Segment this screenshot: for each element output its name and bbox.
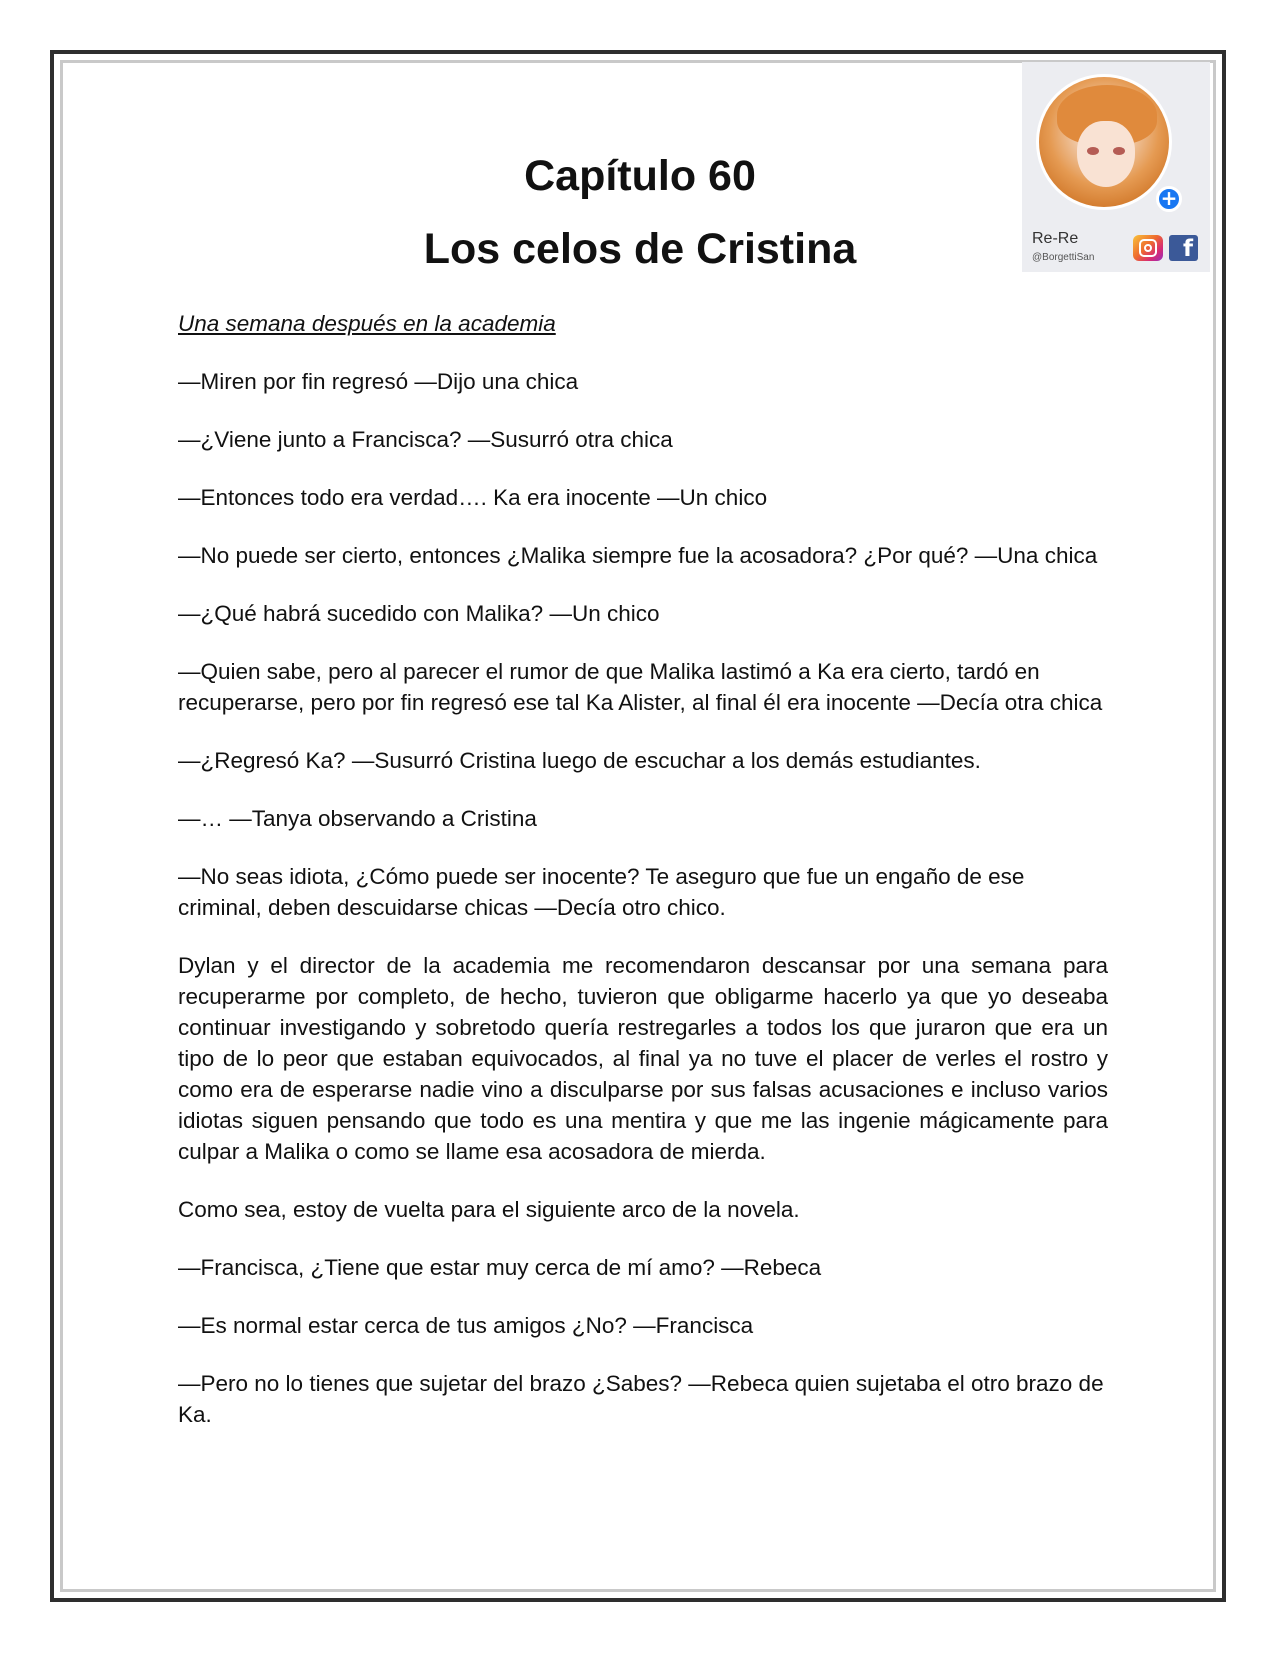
paragraph: —No puede ser cierto, entonces ¿Malika siempre fue la acosadora? ¿Por qué? —Una chica — [178, 543, 1098, 568]
facebook-icon: f — [1169, 235, 1198, 261]
avatar-face — [1077, 121, 1135, 187]
paragraph: —Miren por fin regresó —Dijo una chica — [178, 369, 579, 394]
avatar — [1036, 74, 1172, 210]
avatar-eye-left — [1087, 147, 1099, 155]
scene-heading: Una semana después en la academia — [178, 311, 556, 336]
author-handle: @BorgettiSan — [1032, 252, 1095, 263]
chapter-title: Capítulo 60 — [524, 152, 756, 200]
paragraph: —¿Viene junto a Francisca? —Susurró otra chica — [178, 427, 673, 452]
paragraph: —Francisca, ¿Tiene que estar muy cerca de mí amo? —Rebeca — [178, 1255, 822, 1280]
chapter-subtitle: Los celos de Cristina — [423, 225, 857, 273]
author-name: Re-Re — [1032, 230, 1079, 247]
paragraph: —Es normal estar cerca de tus amigos ¿No? —Francisca — [178, 1313, 754, 1338]
paragraph: —No seas idiota, ¿Cómo puede ser inocente? Te aseguro que fue un engaño de ese criminal, deben descuidarse chicas —Decía otro chico. — [178, 864, 1025, 920]
instagram-icon — [1133, 235, 1163, 261]
paragraph: Como sea, estoy de vuelta para el siguiente arco de la novela. — [178, 1197, 800, 1222]
chapter-body — [178, 308, 1108, 1457]
plus-icon: + — [1156, 186, 1182, 212]
instagram-icon-ring — [1139, 239, 1157, 257]
paragraph: —¿Qué habrá sucedido con Malika? —Un chico — [178, 601, 660, 626]
paragraph: —Entonces todo era verdad…. Ka era inocente —Un chico — [178, 485, 768, 510]
paragraph: Dylan y el director de la academia me recomendaron descansar por una semana para recuperarme por completo, de hecho, tuvieron que obligarme hacerlo ya que yo deseaba continuar investigando y sobretodo quería restregarles a todos los que juraron que era un tipo de lo peor que estaban equivocados, al final ya no tuve el placer de verles el rostro y como era de esperarse nadie vino a disculparse por sus falsas acusaciones e incluso varios idiotas siguen pensando que todo es una mentira y que me las ingenie mágicamente para culpar a Malika o como se llame esa acosadora de mierda. — [178, 953, 1108, 1164]
paragraph: —Quien sabe, pero al parecer el rumor de que Malika lastimó a Ka era cierto, tardó en recuperarse, pero por fin regresó ese tal Ka Alister, al final él era inocente —Decía otra chica — [178, 659, 1103, 715]
avatar-eye-right — [1113, 147, 1125, 155]
paragraph: —Pero no lo tienes que sujetar del brazo ¿Sabes? —Rebeca quien sujetaba el otro brazo de Ka. — [178, 1371, 1104, 1427]
paragraph: —¿Regresó Ka? —Susurró Cristina luego de escuchar a los demás estudiantes. — [178, 748, 981, 773]
author-badge — [1022, 62, 1210, 272]
paragraph: —… —Tanya observando a Cristina — [178, 806, 537, 831]
